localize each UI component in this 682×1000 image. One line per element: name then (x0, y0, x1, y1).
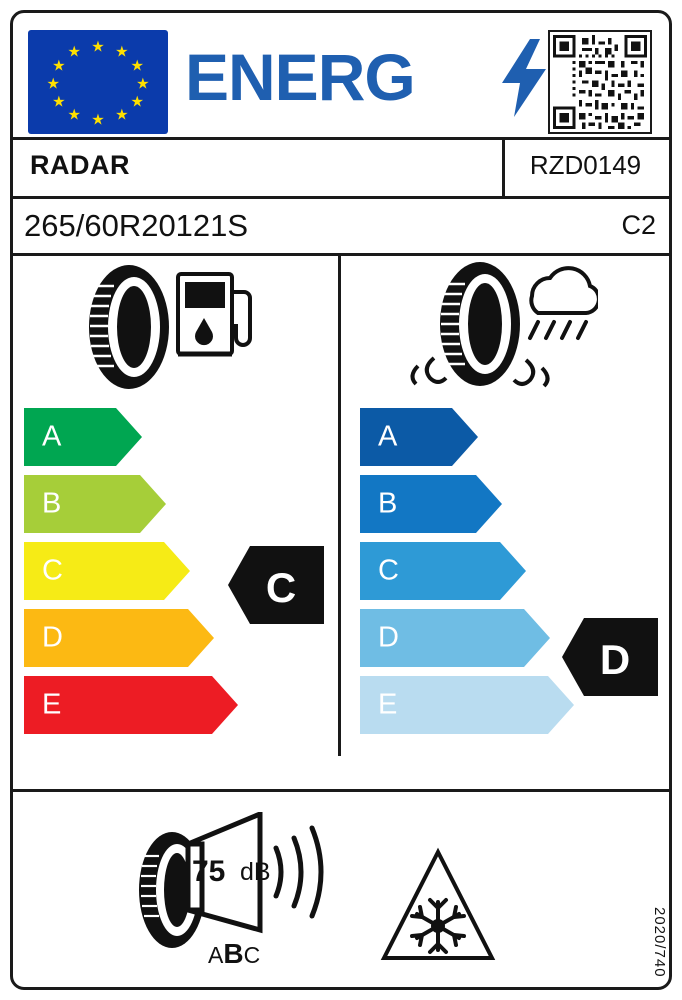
wet-grip-pictogram (408, 262, 598, 397)
tyre-icon (89, 265, 169, 389)
brand-name: RADAR (30, 150, 130, 180)
fuel-selected-grade: C (265, 563, 297, 611)
noise-class-c: C (243, 942, 261, 968)
grade-letter: E (378, 688, 398, 721)
fuel-pump-icon (178, 274, 250, 354)
wet-selected-marker (562, 618, 658, 701)
grade-bar-d (360, 609, 574, 667)
tyre-splash-icon (412, 262, 547, 386)
divider-header (13, 137, 669, 140)
grade-letter: B (378, 487, 398, 520)
tyre-size: 265/60R20121S (24, 208, 249, 243)
divider-size (13, 253, 669, 256)
grade-bar-a (24, 408, 238, 466)
grade-bar-e (24, 676, 238, 734)
grade-letter: D (378, 621, 399, 654)
grade-bar-e (360, 676, 574, 734)
grade-bar-a (360, 408, 574, 466)
energy-wordmark: ENERG (185, 40, 415, 114)
noise-class-scale (208, 938, 260, 970)
grade-letter: A (42, 420, 62, 453)
wet-grade-scale (360, 408, 574, 743)
lightning-bolt-icon (500, 39, 548, 117)
noise-class-b-selected: B (223, 938, 244, 969)
grade-letter: D (42, 621, 63, 654)
wet-selected-grade: D (599, 635, 631, 683)
model-code: RZD0149 (529, 150, 642, 180)
grade-bar-c (360, 542, 574, 600)
grade-letter: C (378, 554, 399, 587)
divider-bottom (13, 789, 669, 792)
eu-flag-icon: ★ ★ ★ ★ ★ ★ ★ ★ ★ ★ ★ ★ (28, 30, 168, 134)
fuel-grade-scale (24, 408, 238, 743)
grade-bar-b (360, 475, 574, 533)
tyre-class: C2 (621, 210, 656, 240)
noise-unit: dB (240, 858, 271, 886)
qr-code-icon (548, 30, 652, 134)
three-peak-mountain-snowflake-icon (378, 846, 498, 964)
date-code: 2020/740 (651, 907, 668, 978)
rain-cloud-icon (530, 268, 598, 338)
grade-bar-b (24, 475, 238, 533)
grade-letter: E (42, 688, 62, 721)
fuel-selected-marker (228, 546, 324, 629)
grade-letter: C (42, 554, 63, 587)
grade-letter: B (42, 487, 62, 520)
label-header (13, 13, 669, 135)
fuel-efficiency-pictogram (82, 262, 262, 397)
noise-class-a: A (208, 942, 224, 968)
noise-value: 75 (192, 855, 226, 888)
grade-bar-c (24, 542, 238, 600)
grade-bar-d (24, 609, 238, 667)
divider-brand (13, 196, 669, 199)
divider-center (338, 256, 341, 756)
grade-letter: A (378, 420, 398, 453)
